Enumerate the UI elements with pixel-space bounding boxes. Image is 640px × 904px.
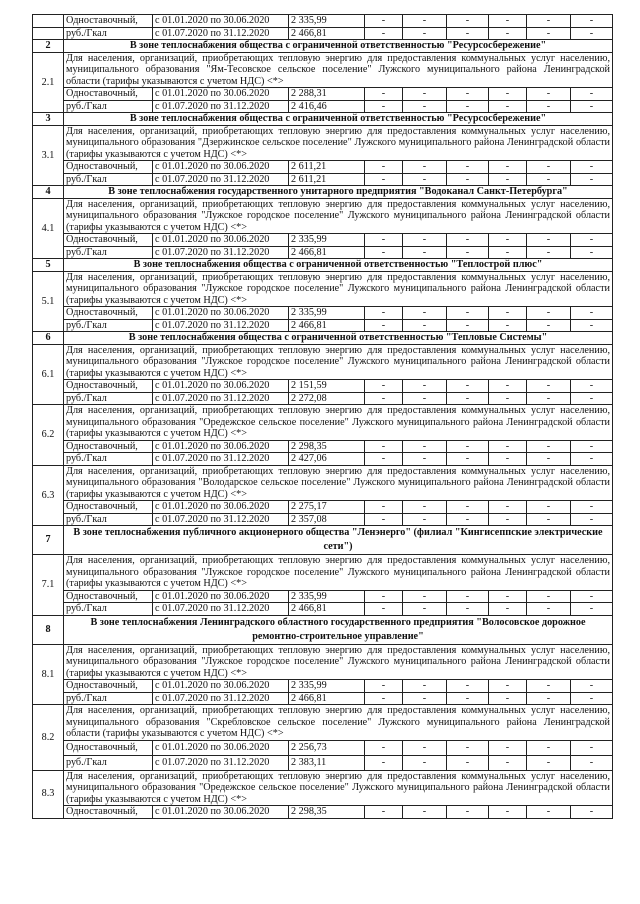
tariff-price: 2 288,31	[289, 88, 365, 101]
empty-value-dash: -	[403, 603, 447, 616]
tariff-price: 2 466,81	[289, 692, 365, 705]
item-description-row	[33, 770, 613, 806]
tariff-unit: Одноставочный,	[64, 161, 153, 174]
price-row	[33, 501, 613, 514]
empty-value-dash: -	[571, 692, 613, 705]
empty-value-dash: -	[527, 27, 571, 40]
empty-value-dash: -	[447, 380, 489, 393]
price-row	[33, 590, 613, 603]
item-description: Для населения, организаций, приобретающих тепловую энергию для предоставления коммунальных услуг населению, муниципального образования "Володарское сельское поселение" Лужского муниципального района Ленинградской области (тарифы указываются с учетом НДС) <*>	[64, 465, 613, 501]
empty-value-dash: -	[489, 246, 527, 259]
section-number: 2	[33, 40, 64, 53]
tariff-unit: руб./Гкал	[64, 755, 153, 770]
item-description-row	[33, 52, 613, 88]
empty-value-dash: -	[527, 246, 571, 259]
tariff-unit: Одноставочный,	[64, 15, 153, 28]
tariff-price: 2 335,99	[289, 680, 365, 693]
tariff-table	[32, 14, 613, 819]
tariff-unit: Одноставочный,	[64, 680, 153, 693]
item-description-row	[33, 405, 613, 441]
empty-value-dash: -	[403, 590, 447, 603]
empty-value-dash: -	[365, 603, 403, 616]
empty-value-dash: -	[447, 307, 489, 320]
price-row	[33, 513, 613, 526]
price-row	[33, 246, 613, 259]
item-number: 8.1	[33, 644, 64, 705]
empty-value-dash: -	[447, 15, 489, 28]
empty-value-dash: -	[403, 453, 447, 466]
item-number: 8.2	[33, 705, 64, 771]
tariff-unit: руб./Гкал	[64, 173, 153, 186]
empty-value-dash: -	[527, 590, 571, 603]
tariff-unit: руб./Гкал	[64, 392, 153, 405]
empty-value-dash: -	[447, 161, 489, 174]
price-row	[33, 100, 613, 113]
tariff-period: с 01.07.2020 по 31.12.2020	[153, 246, 289, 259]
tariff-period: с 01.07.2020 по 31.12.2020	[153, 392, 289, 405]
empty-value-dash: -	[571, 501, 613, 514]
tariff-price: 2 151,59	[289, 380, 365, 393]
item-number: 2.1	[33, 52, 64, 113]
empty-value-dash: -	[527, 15, 571, 28]
section-title: В зоне теплоснабжения публичного акционерного общества "Ленэнерго" (филиал "Кингисеппские электрические сети")	[64, 526, 613, 555]
empty-value-dash: -	[489, 307, 527, 320]
price-row	[33, 755, 613, 770]
empty-value-dash: -	[527, 234, 571, 247]
tariff-period: с 01.07.2020 по 31.12.2020	[153, 755, 289, 770]
section-title: В зоне теплоснабжения общества с ограниченной ответственностью "Теплострой плюс"	[64, 259, 613, 272]
section-number: 6	[33, 332, 64, 345]
item-number: 3.1	[33, 125, 64, 186]
empty-value-dash: -	[489, 755, 527, 770]
empty-value-dash: -	[447, 501, 489, 514]
empty-value-dash: -	[447, 234, 489, 247]
empty-value-dash: -	[447, 680, 489, 693]
empty-value-dash: -	[365, 234, 403, 247]
tariff-unit: руб./Гкал	[64, 246, 153, 259]
tariff-period: с 01.01.2020 по 30.06.2020	[153, 88, 289, 101]
empty-value-dash: -	[489, 319, 527, 332]
tariff-unit: руб./Гкал	[64, 319, 153, 332]
price-row	[33, 173, 613, 186]
tariff-period: с 01.01.2020 по 30.06.2020	[153, 161, 289, 174]
empty-value-dash: -	[403, 100, 447, 113]
empty-value-dash: -	[403, 173, 447, 186]
tariff-period: с 01.07.2020 по 31.12.2020	[153, 603, 289, 616]
item-number: 4.1	[33, 198, 64, 259]
empty-value-dash: -	[365, 27, 403, 40]
empty-value-dash: -	[527, 319, 571, 332]
empty-value-dash: -	[403, 27, 447, 40]
tariff-price: 2 466,81	[289, 319, 365, 332]
tariff-period: с 01.01.2020 по 30.06.2020	[153, 740, 289, 755]
empty-value-dash: -	[489, 27, 527, 40]
item-description-row	[33, 344, 613, 380]
tariff-price: 2 298,35	[289, 440, 365, 453]
tariff-price: 2 357,08	[289, 513, 365, 526]
empty-value-dash: -	[571, 806, 613, 819]
empty-value-dash: -	[527, 513, 571, 526]
empty-value-dash: -	[403, 307, 447, 320]
item-description: Для населения, организаций, приобретающих тепловую энергию для предоставления коммунальных услуг населению, муниципального образования "Дзержинское сельское поселение" Лужского муниципального района Ленинградской области (тарифы указываются с учетом НДС) <*>	[64, 125, 613, 161]
empty-value-dash: -	[489, 380, 527, 393]
empty-value-dash: -	[571, 590, 613, 603]
empty-value-dash: -	[365, 806, 403, 819]
empty-value-dash: -	[447, 513, 489, 526]
section-number: 4	[33, 186, 64, 199]
empty-value-dash: -	[527, 453, 571, 466]
item-description-row	[33, 555, 613, 591]
empty-value-dash: -	[365, 740, 403, 755]
empty-value-dash: -	[571, 234, 613, 247]
tariff-period: с 01.01.2020 по 30.06.2020	[153, 307, 289, 320]
empty-value-dash: -	[489, 692, 527, 705]
empty-value-dash: -	[527, 440, 571, 453]
empty-value-dash: -	[571, 680, 613, 693]
empty-value-dash: -	[365, 590, 403, 603]
price-row	[33, 453, 613, 466]
tariff-table-body	[33, 15, 613, 819]
empty-value-dash: -	[571, 453, 613, 466]
empty-value-dash: -	[403, 319, 447, 332]
empty-value-dash: -	[403, 234, 447, 247]
price-row	[33, 15, 613, 28]
item-description-row	[33, 705, 613, 741]
tariff-period: с 01.01.2020 по 30.06.2020	[153, 15, 289, 28]
tariff-price: 2 427,06	[289, 453, 365, 466]
empty-value-dash: -	[489, 590, 527, 603]
section-title: В зоне теплоснабжения государственного унитарного предприятия "Водоканал Санкт-Петербурга"	[64, 186, 613, 199]
empty-value-dash: -	[403, 88, 447, 101]
empty-number-cell	[33, 15, 64, 28]
tariff-price: 2 611,21	[289, 173, 365, 186]
tariff-price: 2 466,81	[289, 27, 365, 40]
empty-value-dash: -	[571, 755, 613, 770]
empty-value-dash: -	[365, 173, 403, 186]
item-description: Для населения, организаций, приобретающих тепловую энергию для предоставления коммунальных услуг населению, муниципального образования "Ям-Тесовское сельское поселение" Лужского муниципального района Ленинградской области (тарифы указываются с учетом НДС) <*>	[64, 52, 613, 88]
empty-value-dash: -	[527, 307, 571, 320]
section-row	[33, 40, 613, 53]
tariff-price: 2 298,35	[289, 806, 365, 819]
tariff-unit: руб./Гкал	[64, 100, 153, 113]
empty-value-dash: -	[403, 392, 447, 405]
empty-value-dash: -	[527, 692, 571, 705]
item-description: Для населения, организаций, приобретающих тепловую энергию для предоставления коммунальных услуг населению, муниципального образования "Оредежское сельское поселение" Лужского муниципального района Ленинградской области (тарифы указываются с учетом НДС) <*>	[64, 770, 613, 806]
empty-value-dash: -	[489, 680, 527, 693]
section-row	[33, 615, 613, 644]
item-description: Для населения, организаций, приобретающих тепловую энергию для предоставления коммунальных услуг населению, муниципального образования "Скребловское сельское поселение" Лужского муниципального района Ленинградской области (тарифы указываются с учетом НДС) <*>	[64, 705, 613, 741]
tariff-period: с 01.01.2020 по 30.06.2020	[153, 380, 289, 393]
empty-value-dash: -	[489, 740, 527, 755]
tariff-unit: Одноставочный,	[64, 440, 153, 453]
empty-value-dash: -	[571, 88, 613, 101]
empty-value-dash: -	[447, 319, 489, 332]
empty-value-dash: -	[403, 513, 447, 526]
tariff-unit: Одноставочный,	[64, 380, 153, 393]
tariff-period: с 01.07.2020 по 31.12.2020	[153, 453, 289, 466]
empty-value-dash: -	[527, 173, 571, 186]
empty-value-dash: -	[527, 380, 571, 393]
price-row	[33, 680, 613, 693]
empty-value-dash: -	[489, 15, 527, 28]
section-title: В зоне теплоснабжения Ленинградского областного государственного предприятия "Волосовское дорожное ремонтно-строительное управление"	[64, 615, 613, 644]
item-number: 5.1	[33, 271, 64, 332]
tariff-document-page	[32, 14, 612, 819]
price-row	[33, 161, 613, 174]
price-row	[33, 234, 613, 247]
tariff-unit: руб./Гкал	[64, 27, 153, 40]
tariff-unit: руб./Гкал	[64, 603, 153, 616]
empty-value-dash: -	[489, 392, 527, 405]
item-description: Для населения, организаций, приобретающих тепловую энергию для предоставления коммунальных услуг населению, муниципального образования "Лужское городское поселение" Лужского муниципального района Ленинградской области (тарифы указываются с учетом НДС) <*>	[64, 555, 613, 591]
tariff-unit: руб./Гкал	[64, 453, 153, 466]
tariff-price: 2 256,73	[289, 740, 365, 755]
item-description: Для населения, организаций, приобретающих тепловую энергию для предоставления коммунальных услуг населению, муниципального образования "Лужское городское поселение" Лужского муниципального района Ленинградской области (тарифы указываются с учетом НДС) <*>	[64, 344, 613, 380]
empty-value-dash: -	[447, 392, 489, 405]
tariff-period: с 01.01.2020 по 30.06.2020	[153, 501, 289, 514]
item-description-row	[33, 198, 613, 234]
tariff-period: с 01.07.2020 по 31.12.2020	[153, 319, 289, 332]
tariff-price: 2 416,46	[289, 100, 365, 113]
empty-value-dash: -	[447, 740, 489, 755]
empty-value-dash: -	[403, 15, 447, 28]
empty-value-dash: -	[489, 453, 527, 466]
empty-value-dash: -	[571, 319, 613, 332]
section-row	[33, 526, 613, 555]
empty-value-dash: -	[527, 755, 571, 770]
empty-value-dash: -	[571, 100, 613, 113]
section-title: В зоне теплоснабжения общества с ограниченной ответственностью "Ресурсосбережение"	[64, 113, 613, 126]
empty-value-dash: -	[447, 173, 489, 186]
empty-value-dash: -	[365, 501, 403, 514]
tariff-period: с 01.01.2020 по 30.06.2020	[153, 680, 289, 693]
section-title: В зоне теплоснабжения общества с ограниченной ответственностью "Ресурсосбережение"	[64, 40, 613, 53]
tariff-period: с 01.07.2020 по 31.12.2020	[153, 27, 289, 40]
item-number: 6.1	[33, 344, 64, 405]
item-description-row	[33, 465, 613, 501]
price-row	[33, 692, 613, 705]
item-description: Для населения, организаций, приобретающих тепловую энергию для предоставления коммунальных услуг населению, муниципального образования "Лужское городское поселение" Лужского муниципального района Ленинградской области (тарифы указываются с учетом НДС) <*>	[64, 644, 613, 680]
item-number: 6.2	[33, 405, 64, 466]
empty-value-dash: -	[365, 161, 403, 174]
tariff-period: с 01.01.2020 по 30.06.2020	[153, 234, 289, 247]
empty-value-dash: -	[403, 806, 447, 819]
empty-value-dash: -	[365, 453, 403, 466]
empty-value-dash: -	[571, 173, 613, 186]
empty-value-dash: -	[403, 740, 447, 755]
tariff-period: с 01.01.2020 по 30.06.2020	[153, 806, 289, 819]
empty-value-dash: -	[447, 27, 489, 40]
price-row	[33, 806, 613, 819]
empty-value-dash: -	[489, 161, 527, 174]
empty-value-dash: -	[527, 100, 571, 113]
tariff-price: 2 335,99	[289, 307, 365, 320]
empty-value-dash: -	[571, 392, 613, 405]
item-description: Для населения, организаций, приобретающих тепловую энергию для предоставления коммунальных услуг населению, муниципального образования "Лужское городское поселение" Лужского муниципального района Ленинградской области (тарифы указываются с учетом НДС) <*>	[64, 271, 613, 307]
tariff-period: с 01.07.2020 по 31.12.2020	[153, 513, 289, 526]
empty-value-dash: -	[365, 380, 403, 393]
empty-value-dash: -	[571, 380, 613, 393]
empty-value-dash: -	[489, 88, 527, 101]
tariff-period: с 01.01.2020 по 30.06.2020	[153, 590, 289, 603]
empty-value-dash: -	[571, 15, 613, 28]
item-description-row	[33, 271, 613, 307]
empty-value-dash: -	[365, 15, 403, 28]
price-row	[33, 27, 613, 40]
tariff-period: с 01.07.2020 по 31.12.2020	[153, 692, 289, 705]
item-number: 8.3	[33, 770, 64, 818]
item-number: 7.1	[33, 555, 64, 616]
empty-value-dash: -	[571, 27, 613, 40]
empty-value-dash: -	[527, 806, 571, 819]
item-description-row	[33, 644, 613, 680]
item-description: Для населения, организаций, приобретающих тепловую энергию для предоставления коммунальных услуг населению, муниципального образования "Лужское городское поселение" Лужского муниципального района Ленинградской области (тарифы указываются с учетом НДС) <*>	[64, 198, 613, 234]
empty-value-dash: -	[489, 806, 527, 819]
empty-number-cell	[33, 27, 64, 40]
empty-value-dash: -	[527, 740, 571, 755]
section-number: 3	[33, 113, 64, 126]
empty-value-dash: -	[403, 440, 447, 453]
section-title: В зоне теплоснабжения общества с ограниченной ответственностью "Тепловые Системы"	[64, 332, 613, 345]
empty-value-dash: -	[365, 680, 403, 693]
section-row	[33, 332, 613, 345]
empty-value-dash: -	[403, 692, 447, 705]
empty-value-dash: -	[447, 88, 489, 101]
tariff-price: 2 335,99	[289, 590, 365, 603]
empty-value-dash: -	[527, 392, 571, 405]
tariff-price: 2 383,11	[289, 755, 365, 770]
tariff-price: 2 335,99	[289, 234, 365, 247]
tariff-price: 2 466,81	[289, 603, 365, 616]
empty-value-dash: -	[571, 161, 613, 174]
empty-value-dash: -	[527, 680, 571, 693]
price-row	[33, 603, 613, 616]
empty-value-dash: -	[527, 161, 571, 174]
empty-value-dash: -	[365, 440, 403, 453]
tariff-price: 2 466,81	[289, 246, 365, 259]
empty-value-dash: -	[365, 392, 403, 405]
price-row	[33, 740, 613, 755]
tariff-price: 2 272,08	[289, 392, 365, 405]
tariff-unit: Одноставочный,	[64, 740, 153, 755]
tariff-price: 2 611,21	[289, 161, 365, 174]
empty-value-dash: -	[571, 440, 613, 453]
empty-value-dash: -	[403, 680, 447, 693]
price-row	[33, 380, 613, 393]
empty-value-dash: -	[571, 603, 613, 616]
tariff-unit: Одноставочный,	[64, 806, 153, 819]
empty-value-dash: -	[447, 755, 489, 770]
empty-value-dash: -	[571, 740, 613, 755]
price-row	[33, 440, 613, 453]
empty-value-dash: -	[571, 307, 613, 320]
tariff-unit: руб./Гкал	[64, 692, 153, 705]
tariff-unit: Одноставочный,	[64, 307, 153, 320]
price-row	[33, 88, 613, 101]
empty-value-dash: -	[571, 246, 613, 259]
section-number: 7	[33, 526, 64, 555]
price-row	[33, 392, 613, 405]
empty-value-dash: -	[365, 513, 403, 526]
empty-value-dash: -	[447, 603, 489, 616]
tariff-period: с 01.07.2020 по 31.12.2020	[153, 100, 289, 113]
tariff-unit: Одноставочный,	[64, 234, 153, 247]
empty-value-dash: -	[447, 453, 489, 466]
item-description: Для населения, организаций, приобретающих тепловую энергию для предоставления коммунальных услуг населению, муниципального образования "Оредежское сельское поселение" Лужского муниципального района Ленинградской области (тарифы указываются с учетом НДС) <*>	[64, 405, 613, 441]
empty-value-dash: -	[365, 307, 403, 320]
empty-value-dash: -	[365, 100, 403, 113]
empty-value-dash: -	[571, 513, 613, 526]
empty-value-dash: -	[447, 440, 489, 453]
tariff-period: с 01.01.2020 по 30.06.2020	[153, 440, 289, 453]
empty-value-dash: -	[365, 755, 403, 770]
empty-value-dash: -	[447, 100, 489, 113]
empty-value-dash: -	[365, 246, 403, 259]
price-row	[33, 307, 613, 320]
empty-value-dash: -	[489, 173, 527, 186]
tariff-price: 2 275,17	[289, 501, 365, 514]
tariff-unit: Одноставочный,	[64, 590, 153, 603]
empty-value-dash: -	[365, 692, 403, 705]
empty-value-dash: -	[527, 501, 571, 514]
empty-value-dash: -	[489, 100, 527, 113]
empty-value-dash: -	[447, 692, 489, 705]
empty-value-dash: -	[403, 380, 447, 393]
empty-value-dash: -	[527, 88, 571, 101]
tariff-unit: Одноставочный,	[64, 88, 153, 101]
empty-value-dash: -	[489, 234, 527, 247]
tariff-unit: руб./Гкал	[64, 513, 153, 526]
section-number: 8	[33, 615, 64, 644]
tariff-price: 2 335,99	[289, 15, 365, 28]
empty-value-dash: -	[365, 88, 403, 101]
empty-value-dash: -	[489, 440, 527, 453]
empty-value-dash: -	[447, 246, 489, 259]
tariff-unit: Одноставочный,	[64, 501, 153, 514]
empty-value-dash: -	[403, 161, 447, 174]
empty-value-dash: -	[489, 513, 527, 526]
section-row	[33, 186, 613, 199]
item-description-row	[33, 125, 613, 161]
empty-value-dash: -	[527, 603, 571, 616]
item-number: 6.3	[33, 465, 64, 526]
section-row	[33, 259, 613, 272]
tariff-period: с 01.07.2020 по 31.12.2020	[153, 173, 289, 186]
empty-value-dash: -	[447, 590, 489, 603]
section-number: 5	[33, 259, 64, 272]
empty-value-dash: -	[403, 755, 447, 770]
price-row	[33, 319, 613, 332]
empty-value-dash: -	[489, 501, 527, 514]
section-row	[33, 113, 613, 126]
empty-value-dash: -	[403, 246, 447, 259]
empty-value-dash: -	[403, 501, 447, 514]
empty-value-dash: -	[365, 319, 403, 332]
empty-value-dash: -	[489, 603, 527, 616]
empty-value-dash: -	[447, 806, 489, 819]
